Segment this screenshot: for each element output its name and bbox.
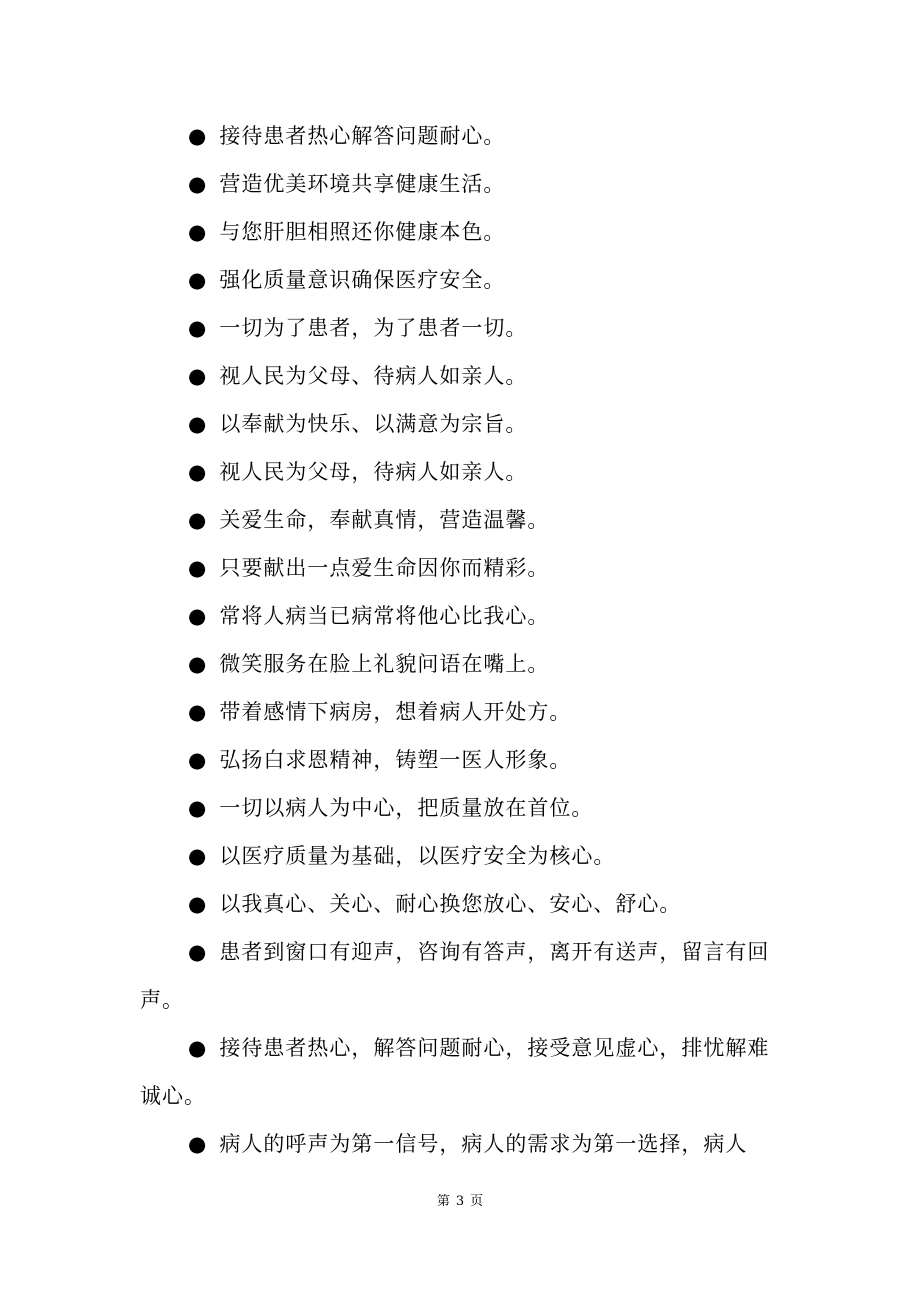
list-item-text: 强化质量意识确保医疗安全。 [219, 268, 506, 292]
list-item [140, 400, 780, 448]
bullet-icon: ● [188, 1036, 208, 1060]
list-item [140, 592, 780, 640]
page-footer [0, 1190, 920, 1209]
bullet-icon: ● [188, 364, 208, 388]
footer-suffix: 页 [470, 1194, 484, 1209]
bullet-icon: ● [188, 940, 208, 964]
list-item [140, 928, 780, 1024]
list-item-text: 一切以病人为中心，把质量放在首位。 [219, 796, 594, 820]
list-item-text: 营造优美环境共享健康生活。 [219, 172, 506, 196]
list-item-text: 接待患者热心解答问题耐心。 [219, 124, 506, 148]
list-item [140, 544, 780, 592]
list-item [140, 352, 780, 400]
list-item-text: 接待患者热心，解答问题耐心，接受意见虚心，排忧解难诚心。 [140, 1036, 770, 1108]
bullet-icon: ● [188, 1132, 208, 1156]
bullet-icon: ● [188, 268, 208, 292]
bullet-icon: ● [188, 652, 208, 676]
bullet-icon: ● [188, 604, 208, 628]
list-item-text: 只要献出一点爱生命因你而精彩。 [219, 556, 550, 580]
document-body [140, 112, 780, 1168]
list-item [140, 688, 780, 736]
list-item-text: 视人民为父母，待病人如亲人。 [219, 460, 528, 484]
list-item [140, 1024, 780, 1120]
bullet-icon: ● [188, 556, 208, 580]
bullet-icon: ● [188, 316, 208, 340]
list-item-text: 患者到窗口有迎声，咨询有答声，离开有送声，留言有回声。 [140, 940, 770, 1012]
bullet-icon: ● [188, 508, 208, 532]
bullet-icon: ● [188, 172, 208, 196]
list-item [140, 448, 780, 496]
bullet-icon: ● [188, 796, 208, 820]
list-item-text: 弘扬白求恩精神，铸塑一医人形象。 [219, 748, 572, 772]
list-item-text: 以我真心、关心、耐心换您放心、安心、舒心。 [219, 892, 682, 916]
list-item-text: 病人的呼声为第一信号，病人的需求为第一选择，病人 [219, 1132, 748, 1156]
list-item [140, 256, 780, 304]
list-item [140, 1120, 780, 1168]
bullet-icon: ● [188, 220, 208, 244]
page-number: 3 [455, 1194, 465, 1209]
list-item-text: 以奉献为快乐、以满意为宗旨。 [219, 412, 528, 436]
bullet-icon: ● [188, 124, 208, 148]
list-item-text: 与您肝胆相照还你健康本色。 [219, 220, 506, 244]
list-item [140, 640, 780, 688]
footer-prefix: 第 [436, 1194, 450, 1209]
list-item-text: 带着感情下病房，想着病人开处方。 [219, 700, 572, 724]
list-item-text: 关爱生命，奉献真情，营造温馨。 [219, 508, 550, 532]
list-item-text: 以医疗质量为基础，以医疗安全为核心。 [219, 844, 616, 868]
list-item [140, 832, 780, 880]
list-item [140, 160, 780, 208]
list-item-text: 视人民为父母、待病人如亲人。 [219, 364, 528, 388]
list-item [140, 736, 780, 784]
bullet-icon: ● [188, 844, 208, 868]
list-item [140, 784, 780, 832]
bullet-icon: ● [188, 700, 208, 724]
list-item [140, 208, 780, 256]
list-item [140, 112, 780, 160]
list-item-text: 常将人病当已病常将他心比我心。 [219, 604, 550, 628]
list-item [140, 496, 780, 544]
bullet-icon: ● [188, 412, 208, 436]
list-item-text: 一切为了患者，为了患者一切。 [219, 316, 528, 340]
list-item [140, 880, 780, 928]
list-item [140, 304, 780, 352]
bullet-icon: ● [188, 460, 208, 484]
bullet-icon: ● [188, 892, 208, 916]
list-item-text: 微笑服务在脸上礼貌问语在嘴上。 [219, 652, 550, 676]
bullet-icon: ● [188, 748, 208, 772]
